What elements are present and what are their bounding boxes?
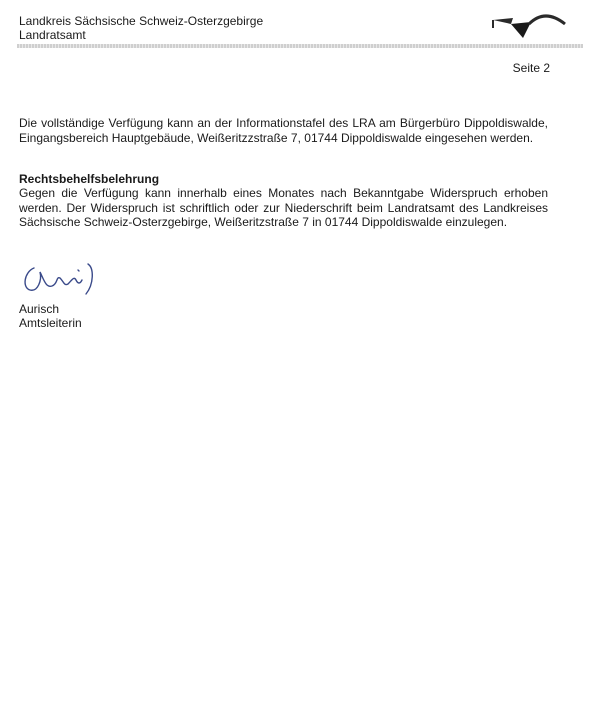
header-divider [17,44,583,48]
signer-block [19,302,82,330]
signer-title: Amtsleiterin [19,316,82,330]
page-number: Seite 2 [512,61,550,75]
org-department: Landratsamt [19,28,86,42]
letterhead [19,14,581,42]
paragraph-legal-remedy: Gegen die Verfügung kann innerhalb eines Monates nach Bekanntgabe Widerspruch erhoben werden. Der Widerspruch ist schriftlich oder zur Niederschrift beim Landratsamt des Landkreises Sächsische Schweiz-Osterzgebirge, Weißeritzstraße 7 in 01744 Dippoldiswalde einzulegen. [19,186,548,229]
signer-name: Aurisch [19,302,60,316]
handwritten-signature [20,258,102,298]
section-heading: Rechtsbehelfsbelehrung [19,172,160,186]
paragraph-notice: Die vollständige Verfügung kann an der Informationstafel des LRA am Bürgerbüro Dippoldiswalde, Eingangsbereich Hauptgebäude, Weißeritzzstraße 7, 01744 Dippoldiswalde eingesehen werden. [19,116,548,145]
org-name: Landkreis Sächsische Schweiz-Osterzgebirge [19,14,264,28]
landkreis-logo-icon [489,10,569,40]
